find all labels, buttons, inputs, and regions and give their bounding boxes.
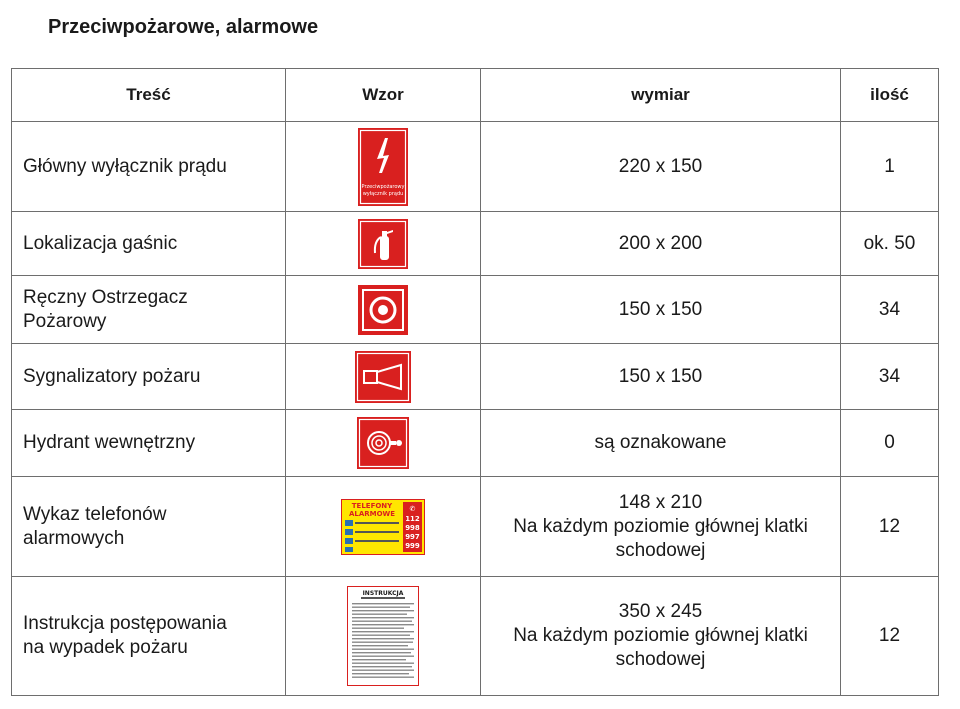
- table-header-row: [12, 69, 939, 122]
- sign-caption: ALARMOWE: [348, 509, 396, 518]
- main-power-switch-sign-icon: [358, 128, 408, 206]
- row-quantity: 0: [841, 410, 939, 477]
- page-title: Przeciwpożarowe, alarmowe: [48, 16, 319, 38]
- dimension-line: Na każdym poziomie głównej klatki: [513, 515, 808, 537]
- row-name-line: Sygnalizatory pożaru: [23, 365, 201, 387]
- fire-extinguisher-sign-icon: [358, 219, 408, 269]
- table-row: [12, 276, 939, 344]
- table-row: [12, 410, 939, 477]
- header-pattern: Wzor: [286, 69, 481, 122]
- svg-text:✆: ✆: [409, 504, 416, 513]
- row-pattern: [286, 276, 481, 344]
- fire-hose-reel-sign-icon: [357, 417, 409, 469]
- row-dimension: [481, 212, 841, 276]
- row-name: [12, 410, 286, 477]
- emergency-phones-sign-icon: [341, 499, 425, 555]
- row-quantity: 12: [841, 577, 939, 696]
- row-name-line: Lokalizacja gaśnic: [23, 232, 178, 254]
- row-quantity: 34: [841, 276, 939, 344]
- row-quantity: 34: [841, 344, 939, 410]
- header-quantity: ilość: [841, 69, 939, 122]
- row-dimension: [481, 344, 841, 410]
- row-name-line: Główny wyłącznik prądu: [23, 155, 227, 177]
- row-dimension: [481, 122, 841, 212]
- row-name-line: Hydrant wewnętrzny: [23, 432, 196, 453]
- dimension-line: 220 x 150: [618, 155, 703, 177]
- table-row: [12, 212, 939, 276]
- dimension-line: są oznakowane: [594, 432, 727, 453]
- dimension-line: 150 x 150: [618, 365, 703, 387]
- row-quantity: ok. 50: [841, 212, 939, 276]
- row-quantity: 12: [841, 477, 939, 577]
- dimension-line: 148 x 210: [618, 491, 703, 513]
- table-row: [12, 122, 939, 212]
- row-pattern: [286, 212, 481, 276]
- dimension-line: schodowej: [615, 649, 706, 670]
- row-pattern: [286, 477, 481, 577]
- sign-number: 999: [405, 541, 420, 550]
- row-name-line: Pożarowy: [23, 310, 107, 332]
- dimension-line: schodowej: [615, 539, 706, 561]
- row-dimension: [481, 477, 841, 577]
- row-name: [12, 344, 286, 410]
- row-name: [12, 212, 286, 276]
- sign-number: 998: [405, 523, 420, 532]
- row-name-line: Ręczny Ostrzegacz: [23, 286, 188, 308]
- table-row: [12, 477, 939, 577]
- row-quantity: 1: [841, 122, 939, 212]
- signs-table: [11, 68, 939, 696]
- row-pattern: [286, 577, 481, 696]
- fire-instruction-board-icon: [347, 586, 419, 686]
- row-name-line: alarmowych: [23, 527, 125, 549]
- sign-caption: Przeciwpożarowy: [361, 183, 405, 190]
- row-name-line: Instrukcja postępowania: [23, 613, 227, 634]
- dimension-line: 350 x 245: [618, 601, 703, 622]
- header-content: Treść: [12, 69, 286, 122]
- header-dimension: wymiar: [481, 69, 841, 122]
- row-name-line: Wykaz telefonów: [23, 503, 167, 525]
- sign-caption: INSTRUKCJA: [362, 590, 404, 597]
- row-name: [12, 577, 286, 696]
- row-pattern: [286, 410, 481, 477]
- row-dimension: [481, 276, 841, 344]
- fire-alarm-horn-sign-icon: [355, 351, 411, 403]
- sign-number: 997: [405, 532, 420, 541]
- dimension-line: 150 x 150: [618, 298, 703, 320]
- sign-caption: TELEFONY: [351, 501, 393, 510]
- sign-caption: wyłącznik prądu: [362, 190, 404, 197]
- sign-number: 112: [405, 514, 420, 523]
- row-pattern: [286, 122, 481, 212]
- row-pattern: [286, 344, 481, 410]
- dimension-line: Na każdym poziomie głównej klatki: [513, 625, 808, 646]
- dimension-line: 200 x 200: [618, 232, 703, 254]
- row-name: [12, 122, 286, 212]
- row-name: [12, 276, 286, 344]
- table-row: [12, 344, 939, 410]
- manual-call-point-sign-icon: [358, 285, 408, 335]
- table-row: [12, 577, 939, 696]
- row-name-line: na wypadek pożaru: [23, 637, 188, 658]
- row-dimension: [481, 410, 841, 477]
- row-dimension: [481, 577, 841, 696]
- row-name: [12, 477, 286, 577]
